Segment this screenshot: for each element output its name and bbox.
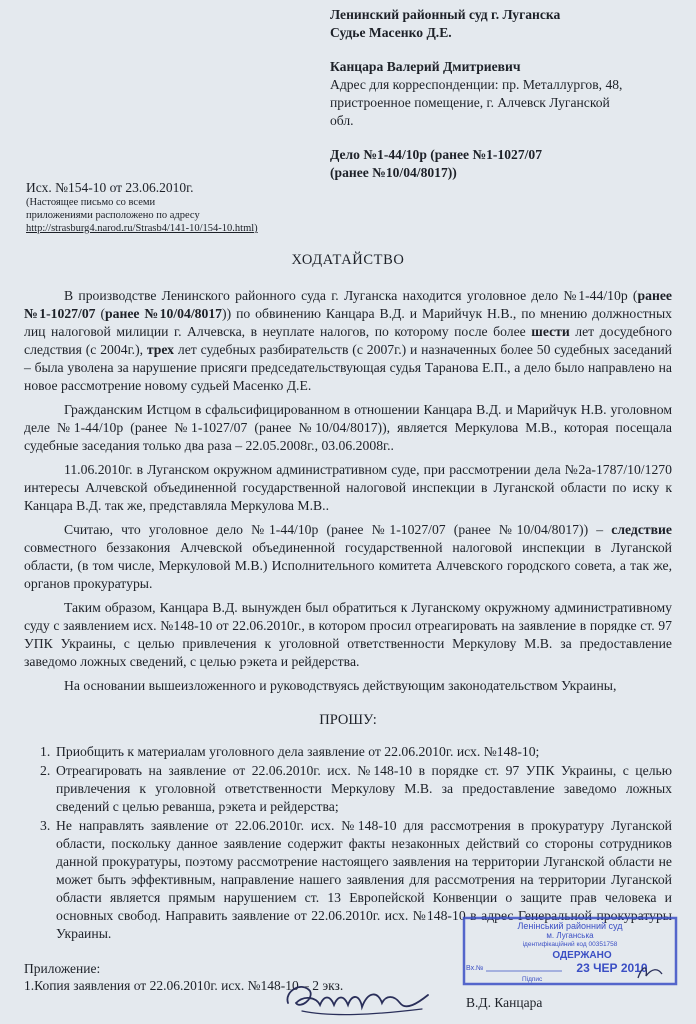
bold-run: ранее №1-1027/07 [24,288,672,321]
bold-run: следствие [611,522,672,537]
paragraph-2: Гражданским Истцом в сфальсифицированном в отношении Канцара В.Д. и Марийчук Н.В. уголовном деле №1-44/10р (ранее №1-1027/07 (ранее №10/04/8017)), является Меркулова М.В., которая посещала судебные заседания только два раза – 22.05.2008г., 03.06.2008г.. [24,402,672,453]
paragraph-1 [24,287,672,395]
stamp-code-line: ідентифікаційний код 00351758 [522,941,618,948]
case-number: Дело №1-44/10р (ранее №1-1027/07 [330,147,543,162]
request-title: ПРОШУ: [319,712,377,728]
address-line: Адрес для корреспонденции: пр. Металлургов, 48, [330,77,623,92]
appendix-label: Приложение: [24,961,101,976]
stamp-date: 23 ЧЕР 2010 [576,961,648,975]
court-received-stamp [462,916,678,986]
outgoing-number: Исх. №154-10 от 23.06.2010г. [26,180,194,195]
outgoing-note: приложениями расположено по адресу [26,210,200,221]
appendix-item: 1.Копия заявления от 22.06.2010г. исх. №148-10 – 2 экз. [24,978,344,993]
case-number-prev: (ранее №10/04/8017)) [330,165,457,180]
address-line: обл. [330,113,354,128]
bold-run: шести [531,324,570,339]
stamp-sign-label: Підпис [522,976,543,983]
outgoing-link[interactable]: http://strasburg4.narod.ru/Strasb4/141-10/154-10.html) [26,223,258,234]
stamp-in-label: Вх.№ [466,965,484,972]
stamp-city-line: м. Луганська [546,931,594,940]
request-text: Приобщить к материалам уголовного дела заявление от 22.06.2010г. исх. №148-10; [56,744,540,759]
text-run: совместного беззакония Алчевской объединенной государственной налоговой инспекции в Луганской области, (в том числе, Меркуловой М.В.) Исполнительного комитета Алчевского городского совета, а так же, органов прокуратуры. [24,540,672,591]
request-list [24,743,672,943]
text-run: В производстве Ленинского районного суда г. Луганска находится уголовное дело №1-44/10р ( [64,288,638,303]
request-item [40,762,672,816]
text-run: ( [95,306,106,321]
text-run: )) по обвинению Канцара В.Д. и Марийчук Н.В., по мнению должностных лиц налоговой милиции г. Алчевска, в неуплате налогов, по которому после более [24,306,673,339]
request-item [40,743,672,761]
outgoing-number-block [26,180,326,235]
court-name: Ленинский районный суд г. Луганска [330,7,561,22]
request-text: Отреагировать на заявление от 22.06.2010г. исх. №148-10 в порядке ст. 97 УПК Украины, с целью привлечения к уголовной ответственности Меркулову М.В. за предоставление заведомо ложных сведений с целью реванша, рэкета и рейдерства; [56,763,672,814]
address-line: пристроенное помещение, г. Алчевск Луганской [330,95,610,110]
request-text: Не направлять заявление от 22.06.2010г. исх. №148-10 для рассмотрения в прокуратуру Луганской области, поскольку данное заявление содержит факты незаконных действий со стороны сотрудников данной прокуратуры, поэтому рассмотрение настоящего заявления на территории Луганской области не может быть эффективным, направление нашего заявления для рассмотрения на территории Луганской области является прямым нарушением ст. 13 Европейской Конвенции о защите прав человека и основных свобод. Направить заявление от 22.06.2010г. исх. №148-10 в адрес Генеральной прокуратуры Украины. [56,818,672,941]
request-number: 1. [40,744,51,759]
addressee-block [330,6,680,182]
text-run: Считаю, что уголовное дело №1-44/10р (ранее №1-1027/07 (ранее №10/04/8017)) – [64,522,612,537]
handwritten-signature [282,973,432,1021]
request-number: 2. [40,763,51,778]
bold-run: трех [146,342,175,357]
text-run: лет досудебного следствия (с 2004г.), [24,324,672,357]
sender-name: Канцара Валерий Дмитриевич [330,59,521,74]
paragraph-5: Таким образом, Канцара В.Д. вынужден был обратиться к Луганскому окружному административному суду с заявлением исх. №148-10 от 22.06.2010г., в котором просил отреагировать на заявление в порядке ст. 97 УПК Украины, с целью привлечения к уголовной ответственности Меркулову М.В. за предоставление заведомо ложных сведений, с целью рэкета и рейдерства. [24,600,672,669]
stamp-court-line: Ленінський районний суд [517,921,623,931]
paragraph-3: 11.06.2010г. в Луганском окружном административном суде, при рассмотрении дела №2а-1787/10/1270 интересы Алчевской объединенной государственной налоговой инспекции в Луганской области по иску к Канцара В.Д. так же, представляла Меркулова М.В.. [24,462,672,513]
outgoing-note: (Настоящее письмо со всеми [26,197,156,208]
stamp-received: ОДЕРЖАНО [552,950,612,961]
bold-run: ранее №10/04/8017 [105,306,223,321]
paragraph-6: На основании вышеизложенного и руководствуясь действующим законодательством Украины, [64,678,617,693]
paragraph-4 [24,521,672,593]
document-title: ХОДАТАЙСТВО [291,252,405,268]
signature-name: В.Д. Канцара [466,995,543,1010]
judge-name: Судье Масенко Д.Е. [330,25,452,40]
text-run: лет судебных разбирательств (с 2007г.) и назначенных более 50 судебных заседаний – была уволена за нарушение присяги председательствующая судья Таранова Е.П., а дело было направлено на новое рассмотрение новому судьей Масенко Д.Е. [24,342,672,393]
request-number: 3. [40,818,51,833]
document-body [24,287,672,944]
